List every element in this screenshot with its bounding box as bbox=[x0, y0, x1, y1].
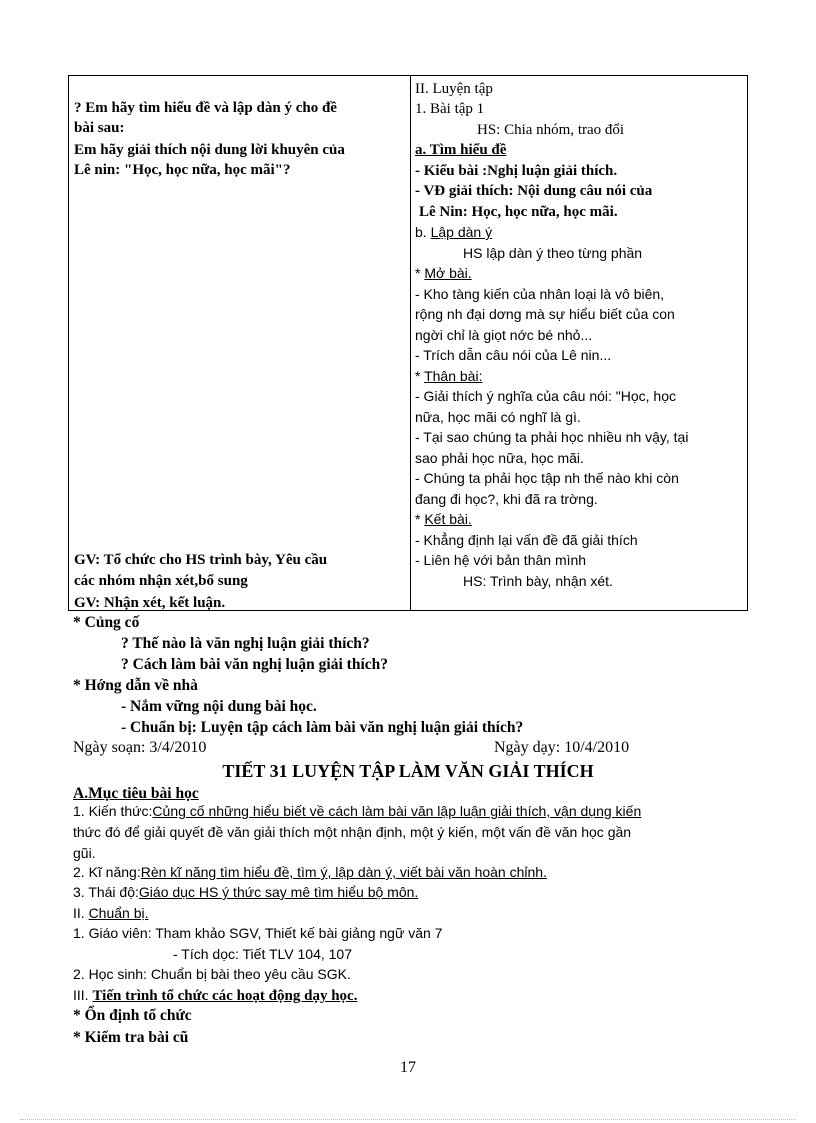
right-line-25: HS: Trình bày, nhận xét. bbox=[463, 573, 613, 589]
cung-co-heading: * Củng cố bbox=[73, 614, 140, 631]
right-line-8: b. Lập dàn ý bbox=[415, 224, 493, 240]
knowledge-line-1: 1. Kiến thức:Củng cố những hiểu biết về cách làm bài văn lập luận giải thích, vận dụng kiến bbox=[73, 803, 642, 819]
skills-line: 2. Kĩ năng:Rèn kĩ năng tìm hiểu đề, tìm ý, lập dàn ý, viết bài văn hoàn chỉnh. bbox=[73, 864, 547, 880]
preparation-heading: II. Chuẩn bị. bbox=[73, 905, 149, 921]
right-line-9: HS lập dàn ý theo từng phần bbox=[463, 245, 643, 261]
right-line-4: a. Tìm hiểu đề bbox=[415, 142, 507, 158]
huong-dan-item-1: - Nắm vững nội dung bài học. bbox=[121, 698, 317, 715]
organization-line: * Ổn định tổ chức bbox=[73, 1007, 192, 1024]
huong-dan-heading: * Hớng dẫn về nhà bbox=[73, 677, 198, 694]
attitude-line: 3. Thái độ:Giáo dục HS ý thức say mê tìm hiểu bộ môn. bbox=[73, 884, 419, 900]
teacher-prep-line: 1. Giáo viên: Tham khảo SGV, Thiết kế bài giảng ngữ văn 7 bbox=[73, 925, 443, 941]
left-gv-line2: các nhóm nhận xét,bổ sung bbox=[74, 573, 248, 589]
left-question-line4: Lê nin: "Học, học nữa, học mãi"? bbox=[74, 162, 291, 178]
cung-co-question-2: ? Cách làm bài văn nghị luận giải thích? bbox=[121, 656, 389, 673]
right-line-17: nữa, học mãi có nghĩ là gì. bbox=[415, 409, 581, 425]
right-line-10: * Mở bài. bbox=[415, 265, 472, 281]
right-line-1: II. Luyện tập bbox=[415, 81, 493, 97]
cung-co-question-1: ? Thế nào là văn nghị luận giải thích? bbox=[121, 635, 370, 652]
right-line-5: - Kiểu bài :Nghị luận giải thích. bbox=[415, 163, 618, 179]
lesson-table bbox=[68, 75, 748, 611]
left-question-line3: Em hãy giải thích nội dung lời khuyên của bbox=[74, 142, 345, 158]
right-line-3: HS: Chia nhóm, trao đổi bbox=[477, 122, 625, 138]
right-line-11: - Kho tàng kiến của nhân loại là vô biên, bbox=[415, 286, 665, 302]
right-line-13: ngời chỉ là giọt nớc bé nhỏ... bbox=[415, 327, 593, 343]
page-bottom-divider bbox=[20, 1119, 796, 1120]
check-old-lesson-line: * Kiểm tra bài cũ bbox=[73, 1029, 189, 1046]
right-line-20: - Chúng ta phải học tập nh thế nào khi còn bbox=[415, 470, 679, 486]
knowledge-line-3: gũi. bbox=[73, 845, 96, 861]
left-question-line1: ? Em hãy tìm hiểu đề và lập dàn ý cho đề bbox=[74, 100, 337, 116]
right-line-23: - Khẳng định lại vấn đề đã giải thích bbox=[415, 532, 638, 548]
right-line-21: đang đi học?, khi đã ra trờng. bbox=[415, 491, 598, 507]
right-line-14: - Trích dẫn câu nói của Lê nin... bbox=[415, 347, 612, 363]
right-line-7: Lê Nin: Học, học nữa, học mãi. bbox=[419, 204, 618, 220]
left-question-line2: bài sau: bbox=[74, 120, 125, 136]
huong-dan-item-2: - Chuẩn bị: Luyện tập cách làm bài văn nghị luận giải thích? bbox=[121, 719, 524, 736]
right-line-22: * Kết bài. bbox=[415, 511, 472, 527]
knowledge-line-2: thức đó để giải quyết đề văn giải thích một nhận định, một ý kiến, một vấn đề văn học gần bbox=[73, 824, 632, 840]
teaching-date: Ngày dạy: 10/4/2010 bbox=[494, 739, 630, 756]
right-line-15: * Thân bài: bbox=[415, 368, 483, 384]
right-line-18: - Tại sao chúng ta phải học nhiều nh vậy, tại bbox=[415, 429, 689, 445]
right-line-12: rộng nh đại dơng mà sự hiểu biết của con bbox=[415, 306, 675, 322]
student-prep-line: 2. Học sinh: Chuẩn bị bài theo yêu cầu SGK. bbox=[73, 966, 351, 982]
process-heading: III. Tiến trình tổ chức các hoạt động dạy học. bbox=[73, 987, 358, 1004]
lesson-title: TIẾT 31 LUYỆN TẬP LÀM VĂN GIẢI THÍCH bbox=[222, 761, 594, 781]
right-line-2: 1. Bài tập 1 bbox=[415, 101, 485, 117]
preparation-date: Ngày soạn: 3/4/2010 bbox=[73, 739, 207, 756]
page-number: 17 bbox=[400, 1059, 416, 1076]
right-line-19: sao phải học nữa, học mãi. bbox=[415, 450, 584, 466]
left-gv-line1: GV: Tổ chức cho HS trình bày, Yêu cầu bbox=[74, 552, 328, 568]
left-gv-line3: GV: Nhận xét, kết luận. bbox=[74, 595, 226, 611]
reference-line: - Tích dọc: Tiết TLV 104, 107 bbox=[173, 946, 352, 962]
right-line-16: - Giải thích ý nghĩa của câu nói: "Học, học bbox=[415, 388, 676, 404]
column-divider bbox=[410, 76, 411, 610]
objectives-heading: A.Mục tiêu bài học bbox=[73, 785, 199, 802]
right-line-6: - VĐ giải thích: Nội dung câu nói của bbox=[415, 183, 653, 199]
right-line-24: - Liên hệ với bản thân mình bbox=[415, 552, 587, 568]
